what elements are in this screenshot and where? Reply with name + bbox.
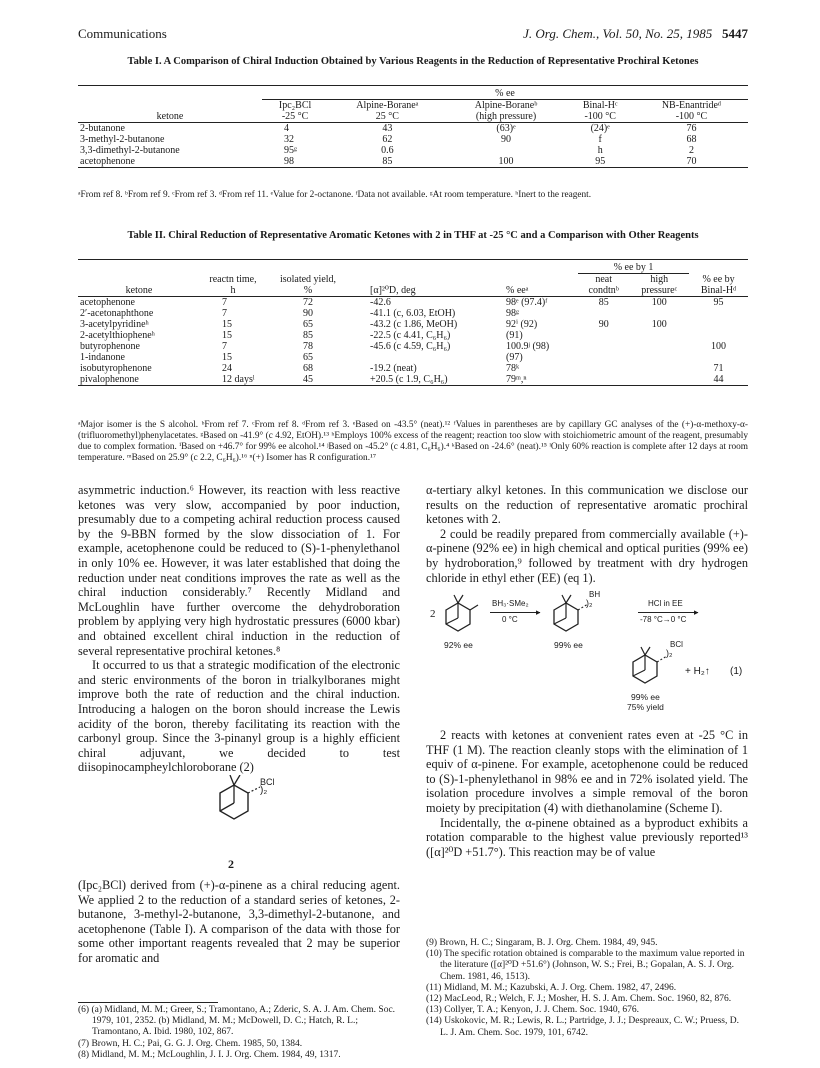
reference-item: (10) The specific rotation obtained is comparable to the maximum value reported in the literature ([α]²⁰D +51.6°) (Johnson, W. S.; Frei, B.; Gopalan, A. S. J. Org. Chem. 1981, 46, 1513). bbox=[426, 949, 745, 982]
table2-time-cell: 12 daysˡ bbox=[222, 374, 255, 385]
table1-col-subheader: -25 °C bbox=[281, 111, 309, 122]
table2-ketone-header: ketone bbox=[125, 285, 153, 296]
table2-ee-cell: 92ⁱ (92) bbox=[506, 319, 538, 330]
subscript-label: )₂ bbox=[666, 648, 673, 658]
table2 bbox=[78, 259, 748, 386]
table2-col-header: reactn time, bbox=[209, 274, 257, 285]
table2-hp-cell bbox=[629, 308, 689, 319]
table2-binal-cell bbox=[689, 352, 748, 363]
table2-neat-cell bbox=[578, 374, 629, 386]
table1-ketone-cell: acetophenone bbox=[80, 156, 135, 167]
table2-neat-cell bbox=[578, 363, 629, 374]
table1-footnote: ᵃFrom ref 8. ᵇFrom ref 9. ᶜFrom ref 3. ᵈFrom ref 11. ᵉValue for 2-octanone. ᶠData not available. ᵍAt room temperature. ʰInert to the reagent. bbox=[78, 190, 592, 200]
table2-time-cell: 7 bbox=[222, 308, 227, 319]
table2-ee-cell: (91) bbox=[506, 330, 523, 341]
table1-group-header: % ee bbox=[262, 86, 748, 100]
table2-rot-cell: -43.2 (c 1.86, MeOH) bbox=[370, 319, 458, 330]
page-number: 5447 bbox=[722, 26, 748, 41]
structure-label: 2 bbox=[228, 857, 234, 871]
table2-time-cell: 24 bbox=[222, 363, 232, 374]
table2-footnote: ᵃMajor isomer is the S alcohol. ᵇFrom ref 7. ᶜFrom ref 8. ᵈFrom ref 3. ᵉBased on -43.5° (neat).¹² ᶠValues in parentheses are by capillary GC analyses of the (+)-α-methoxy-α-(trifluoromethyl)phenylacetates. ᵍBased on -41.9° (c 4.92, EtOH).¹³ ʰEmploys 100% excess of the reagent; reaction too slow with stoichiometric amount of the reagent, presumably due to complex formation. ⁱBased on +46.7° for 99% ee alcohol.¹⁴ ʲBased on -45.2° (c 4.81, C₆H₆).⁴ ᵏBased on -24.6° (neat).¹⁵ ˡOnly 60% reaction is complete after 12 days at room temperature. ᵐBased on 25.9° (c 2.2, C₆H₆).¹⁶ ⁿ(+) Isomer has R configuration.¹⁷ bbox=[78, 420, 748, 463]
arrow-head-2-icon: ▸ bbox=[694, 607, 699, 617]
section-label: Communications bbox=[78, 26, 167, 41]
table2-hp-cell bbox=[629, 352, 689, 363]
table2-col-header: % ee by bbox=[702, 274, 735, 285]
table2-neat-cell bbox=[578, 341, 629, 352]
scheme-coefficient: 2 bbox=[430, 608, 436, 620]
table1-row bbox=[78, 145, 748, 156]
reaction-arrow-1 bbox=[490, 612, 540, 613]
structure-bcl-label: BCl bbox=[260, 777, 275, 787]
table1-col-header: NB-Enantrideᵈ bbox=[661, 100, 722, 111]
hydrogen-label: + H₂↑ bbox=[685, 666, 710, 677]
ee1-label: 92% ee bbox=[444, 640, 473, 650]
reference-item: (9) Brown, H. C.; Singaram, B. J. Org. Chem. 1984, 49, 945. bbox=[426, 938, 658, 948]
table2-rotation-header: [α]²⁰D, deg bbox=[370, 285, 416, 296]
table1-value-cell: 4 bbox=[284, 123, 289, 134]
table1-value-cell: 32 bbox=[284, 134, 294, 145]
table2-ketone-cell: 1-indanone bbox=[80, 352, 125, 363]
table2-binal-cell bbox=[689, 330, 748, 341]
table2-col-subheader: h bbox=[230, 285, 236, 296]
table1-ketone-header: ketone bbox=[156, 111, 184, 122]
subscript-label: )₂ bbox=[586, 598, 593, 608]
table2-yield-cell: 90 bbox=[303, 308, 313, 319]
table1-value-cell bbox=[447, 145, 566, 156]
table1-value-cell: h bbox=[597, 145, 603, 156]
references-left bbox=[78, 1005, 400, 1061]
reaction-arrow-2 bbox=[638, 612, 698, 613]
table1-title: Table I. A Comparison of Chiral Induction Obtained by Various Reagents in the Reduction of Representative Prochiral Ketones bbox=[127, 56, 699, 67]
reference-item: (8) Midland, M. M.; McLoughlin, J. I. J. Org. Chem. 1984, 49, 1317. bbox=[78, 1049, 341, 1060]
bh-label: BH bbox=[589, 590, 601, 599]
table2-ee-cell: 78ᵏ bbox=[506, 363, 520, 374]
table2-binal-cell: 100 bbox=[711, 341, 727, 352]
table2-hp-cell bbox=[629, 374, 689, 386]
table2-yield-cell: 68 bbox=[303, 363, 313, 374]
table1-col-subheader: 25 °C bbox=[375, 111, 399, 122]
reference-item: (14) Uskokovic, M. R.; Lewis, R. L.; Partridge, J. J.; Despreaux, C. W.; Pruess, D. L. J. Am. Chem. Soc. 1979, 101, 6742. bbox=[426, 1016, 739, 1038]
condition1-label: 0 °C bbox=[502, 615, 518, 624]
table1-row bbox=[78, 156, 748, 168]
table2-yield-cell: 65 bbox=[303, 352, 313, 363]
table2-neat-cell bbox=[578, 308, 629, 319]
reference-item: (7) Brown, H. C.; Pai, G. G. J. Org. Chem. 1985, 50, 1384. bbox=[78, 1038, 303, 1049]
table2-yield-cell: 78 bbox=[303, 341, 313, 352]
reagent2-label: HCl in EE bbox=[648, 599, 683, 608]
table2-time-cell: 15 bbox=[222, 319, 232, 330]
table2-time-cell: 7 bbox=[222, 297, 227, 308]
table1-col-header: Alpine-Boraneᵇ bbox=[474, 100, 538, 111]
table2-title: Table II. Chiral Reduction of Representative Aromatic Ketones with 2 in THF at -25 °C and a Comparison with Other Reagents bbox=[127, 230, 699, 241]
table2-ee-cell: 98ᵍ bbox=[506, 308, 520, 319]
table1-value-cell: 85 bbox=[382, 156, 393, 167]
table2-hp-cell bbox=[629, 363, 689, 374]
table2-ketone-cell: 3-acetylpyridineʰ bbox=[80, 319, 149, 330]
structure-subscript: )₂ bbox=[260, 785, 268, 796]
compound-2-structure bbox=[200, 775, 320, 850]
reagent1-label: BH₃·SMe₂ bbox=[492, 599, 529, 608]
table2-binal-cell bbox=[689, 308, 748, 319]
table2-row bbox=[78, 297, 748, 309]
table2-col-subheader: % bbox=[303, 285, 313, 296]
table2-col-header: neat bbox=[595, 274, 613, 285]
table2-row bbox=[78, 341, 748, 352]
table2-ketone-cell: isobutyrophenone bbox=[80, 363, 152, 374]
paragraph: 2 could be readily prepared from commercially available (+)-α-pinene (92% ee) in high chemical and optical purities (99% ee) by hydroboration,⁹ followed by treatment with dry hydrogen chloride in ethyl ether (EE) (eq 1). bbox=[426, 526, 748, 585]
table2-rot-cell: -22.5 (c 4.41, C₆H₆) bbox=[370, 330, 451, 341]
table2-neat-cell bbox=[578, 330, 629, 341]
condition2-label: -78 °C→0 °C bbox=[640, 615, 687, 624]
right-column-text bbox=[426, 483, 748, 585]
table2-col-subheader: pressureᶜ bbox=[641, 285, 678, 296]
table2-binal-cell: 71 bbox=[713, 363, 724, 374]
product-ipc2bcl bbox=[625, 640, 750, 715]
table2-neat-cell bbox=[578, 352, 629, 363]
table2-row bbox=[78, 319, 748, 330]
table2-time-cell: 15 bbox=[222, 330, 232, 341]
journal-name: J. Org. Chem., Vol. 50, No. 25, 1985 bbox=[523, 26, 713, 41]
table2-time-cell: 7 bbox=[222, 341, 227, 352]
table2-rot-cell: -19.2 (neat) bbox=[370, 363, 417, 374]
right-column-text-continued bbox=[426, 728, 748, 859]
table2-ee-cell: 100.9ʲ (98) bbox=[506, 341, 550, 352]
equation-number: (1) bbox=[730, 666, 743, 677]
reference-item: (13) Collyer, T. A.; Kenyon, J. J. Chem. Soc. 1940, 676. bbox=[426, 1005, 640, 1016]
table2-row bbox=[78, 374, 748, 386]
table2-row bbox=[78, 363, 748, 374]
table2-yield-cell: 72 bbox=[303, 297, 313, 308]
table2-col-subheader: Binal-Hᵈ bbox=[700, 285, 737, 296]
table1-row bbox=[78, 123, 748, 135]
table1-value-cell: 43 bbox=[382, 123, 393, 134]
table2-row bbox=[78, 330, 748, 341]
table2-neat-cell: 90 bbox=[598, 319, 609, 330]
yield-label: 75% yield bbox=[627, 702, 664, 712]
paragraph: Incidentally, the α-pinene obtained as a byproduct exhibits a rotation comparable to the highest value previously reported¹³ ([α]²⁰D +51.7°). This reaction may be of value bbox=[426, 815, 748, 859]
table2-rot-cell: +20.5 (c 1.9, C₆H₆) bbox=[370, 374, 448, 385]
paragraph: (Ipc₂BCl) derived from (+)-α-pinene as a chiral reducing agent. We applied 2 to the reduction of a standard series of ketones, 2-butanone, 3-methyl-2-butanone, 3,3-dimethyl-2-butanone, and acetophenone (Table I). A comparison of the data with those for some other important reagents revealed that 2 may be superior for aromatic and bbox=[78, 878, 400, 965]
table2-ee-cell: 98ᵉ (97.4)ᶠ bbox=[506, 297, 548, 308]
references-right bbox=[426, 938, 748, 1039]
table2-ee-cell: 79ᵐ,ⁿ bbox=[506, 374, 527, 385]
journal-citation bbox=[523, 26, 748, 42]
table2-binal-cell: 95 bbox=[713, 297, 724, 308]
table1-col-subheader: -100 °C bbox=[675, 111, 708, 122]
table1-value-cell: 62 bbox=[382, 134, 393, 145]
paragraph: 2 reacts with ketones at convenient rates even at -25 °C in THF (1 M). The reaction cleanly stops with the elimination of 1 equiv of α-pinene. For example, acetophenone could be reduced to (S)-1-phenylethanol in 98% ee and in 72% isolated yield. The isolation procedure involves a simple removal of the boron moiety by precipitation (4) with diethanolamine (Scheme I). bbox=[426, 728, 748, 815]
table2-group-header: % ee by 1 bbox=[578, 260, 689, 274]
ipc2bh-icon bbox=[546, 594, 590, 638]
table1-value-cell: 0.6 bbox=[381, 145, 394, 156]
table1-value-cell: 2 bbox=[688, 145, 694, 156]
table2-hp-cell: 100 bbox=[651, 297, 667, 308]
table1-value-cell: 98 bbox=[284, 156, 294, 167]
table1-value-cell: 100 bbox=[498, 156, 514, 167]
ipc2bcl-icon bbox=[625, 646, 669, 690]
table1-value-cell: 95ᵍ bbox=[284, 145, 298, 156]
paragraph: asymmetric induction.⁶ However, its reaction with less reactive ketones was very slow, accompanied by poor induction, presumably due to a competing achiral reduction process caused by the 9-BBN formed by the slow dissociation of 1. For example, acetophenone could be reduced to (S)-1-phenylethanol in only 10% ee. However, it was later established that doing the reduction under neat conditions improves the rate as well as the chiral induction considerably.⁷ Recently Midland and McLoughlin have further overcome the dehydroboration problem by applying very high hydrostatic pressures (6000 kbar) and obtained excellent chiral induction in the reduction of several representative prochiral ketones.⁸ bbox=[78, 483, 400, 658]
table1-col-header: Ipc₂BCl bbox=[278, 100, 312, 111]
table1-col-subheader: -100 °C bbox=[584, 111, 616, 122]
table1-col-header: Binal-Hᶜ bbox=[582, 100, 618, 111]
table2-ketone-cell: 2′-acetonaphthone bbox=[80, 308, 154, 319]
table1-value-cell: 95 bbox=[595, 156, 606, 167]
table2-hp-cell: 100 bbox=[651, 319, 667, 330]
table2-row bbox=[78, 308, 748, 319]
paragraph: It occurred to us that a strategic modification of the electronic and steric environments of the boron in trialkylboranes might improve both the rate of reduction and the chiral induction. Introducing a halogen on the boron should increase the Lewis acidity of the boron, thereby facilitating its reaction with the carbonyl group. Since the 3-pinanyl group is a highly efficient chiral adjuvant, we decided to test diisopinocampheylchloroborane (2) bbox=[78, 658, 400, 775]
ee3-label: 99% ee bbox=[631, 692, 660, 702]
reference-item: (12) MacLeod, R.; Welch, F. J.; Mosher, H. S. J. Am. Chem. Soc. 1960, 82, 876. bbox=[426, 994, 732, 1005]
left-column-text-continued bbox=[78, 878, 400, 966]
table2-rot-cell: -42.6 bbox=[370, 297, 391, 308]
table1-value-cell: 68 bbox=[686, 134, 697, 145]
arrow-head-1-icon: ▸ bbox=[536, 607, 541, 617]
left-column-text bbox=[78, 483, 400, 775]
table2-neat-cell: 85 bbox=[598, 297, 609, 308]
table1-value-cell: 90 bbox=[501, 134, 512, 145]
table1-value-cell: (63)ᵉ bbox=[496, 123, 516, 134]
table1-row bbox=[78, 134, 748, 145]
table1-value-cell: 76 bbox=[686, 123, 697, 134]
table2-rot-cell: -45.6 (c 4.59, C₆H₆) bbox=[370, 341, 451, 352]
table2-binal-cell: 44 bbox=[713, 374, 724, 385]
table2-yield-cell: 85 bbox=[303, 330, 313, 341]
table2-ee-cell: (97) bbox=[506, 352, 523, 363]
table2-row bbox=[78, 352, 748, 363]
table2-ketone-cell: 2-acetylthiopheneʰ bbox=[80, 330, 155, 341]
table2-col-header: isolated yield, bbox=[279, 274, 337, 285]
table1-ketone-cell: 3,3-dimethyl-2-butanone bbox=[80, 145, 180, 156]
table2-rot-cell bbox=[350, 352, 504, 363]
table2-ketone-cell: acetophenone bbox=[80, 297, 135, 308]
table1-value-cell: (24)ᵉ bbox=[590, 123, 610, 134]
table2-rot-cell: -41.1 (c, 6.03, EtOH) bbox=[370, 308, 456, 319]
table1-value-cell: f bbox=[598, 134, 602, 145]
reference-item: (6) (a) Midland, M. M.; Greer, S.; Tramontano, A.; Zderic, S. A. J. Am. Chem. Soc. 1979, 101, 2352. (b) Midland, M. M.; McDowell, D. C.; Hatch, R. L.; Tramontano, A. Ibid. 1980, 102, 867. bbox=[78, 1005, 396, 1038]
bcl-label: BCl bbox=[670, 640, 683, 649]
table2-col-subheader: condtnᵇ bbox=[588, 285, 619, 296]
alpha-pinene-icon bbox=[438, 594, 482, 638]
ee2-label: 99% ee bbox=[554, 640, 583, 650]
table1-col-header: Alpine-Boraneᵃ bbox=[356, 100, 419, 111]
table2-yield-cell: 45 bbox=[303, 374, 313, 385]
footnote-divider bbox=[78, 1002, 218, 1003]
table2-ketone-cell: butyrophenone bbox=[80, 341, 140, 352]
table2-binal-cell bbox=[689, 319, 748, 330]
table2-ketone-cell: pivalophenone bbox=[80, 374, 139, 385]
table1-ketone-cell: 2-butanone bbox=[80, 123, 125, 134]
table1 bbox=[78, 85, 748, 168]
table2-time-cell: 15 bbox=[222, 352, 232, 363]
table2-hp-cell bbox=[629, 341, 689, 352]
table1-ketone-cell: 3-methyl-2-butanone bbox=[80, 134, 165, 145]
table1-value-cell: 70 bbox=[686, 156, 697, 167]
table2-ee-header: % eeᵃ bbox=[506, 285, 529, 296]
table2-yield-cell: 65 bbox=[303, 319, 313, 330]
paragraph: α-tertiary alkyl ketones. In this communication we disclose our results on the reduction of representative aromatic prochiral ketones with 2. bbox=[426, 483, 748, 527]
table2-hp-cell bbox=[629, 330, 689, 341]
table1-col-subheader: (high pressure) bbox=[475, 111, 537, 122]
reference-item: (11) Midland, M. M.; Kazubski, A. J. Org. Chem. 1982, 47, 2496. bbox=[426, 982, 677, 993]
table2-col-header: high bbox=[650, 274, 669, 285]
